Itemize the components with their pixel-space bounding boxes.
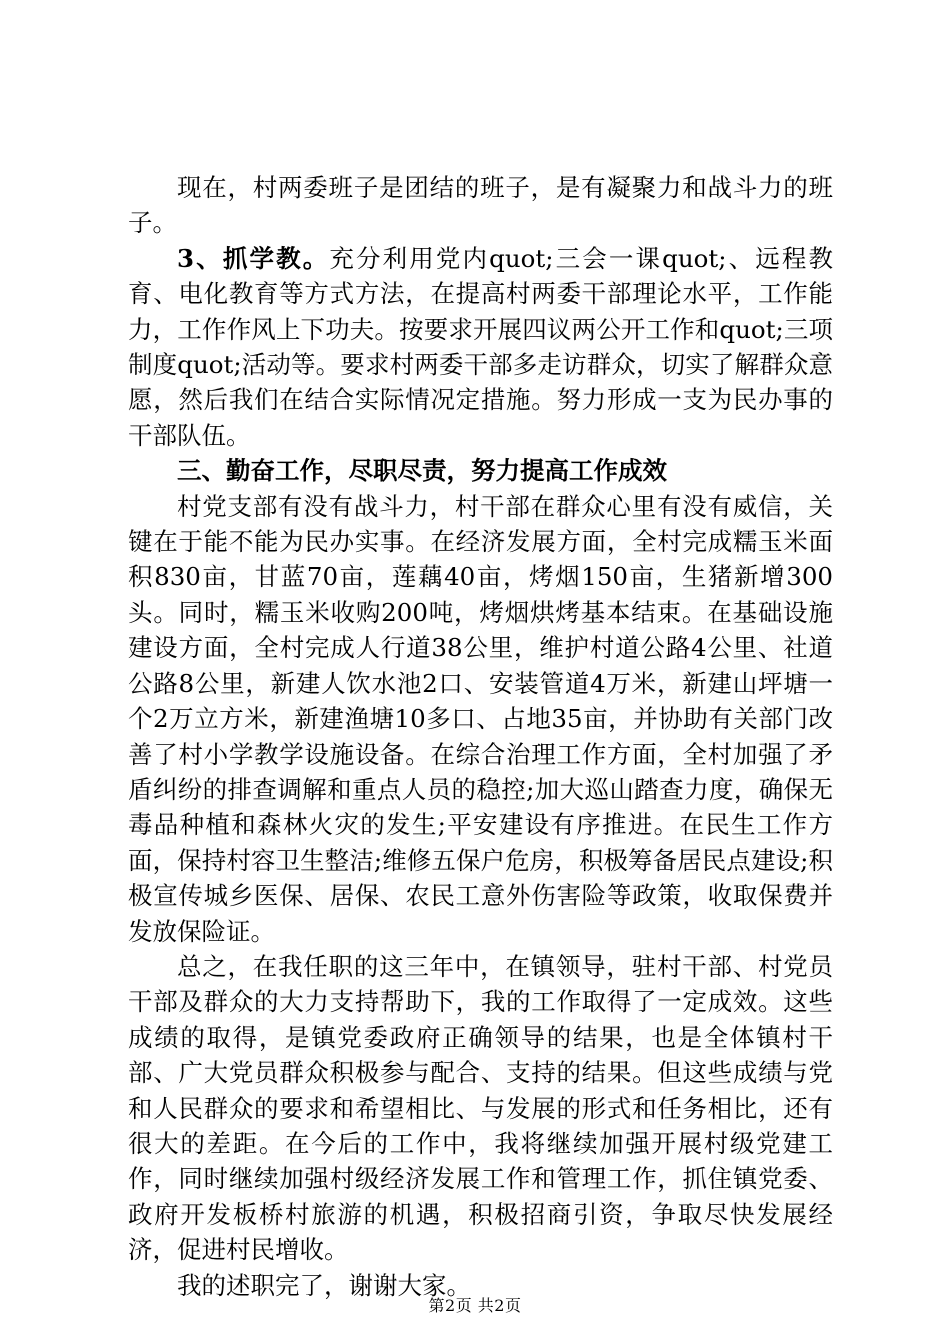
document-body bbox=[128, 170, 833, 1303]
section-heading: 三、勤奋工作，尽职尽责，努力提高工作成效 bbox=[177, 456, 667, 486]
paragraph-summary: 总之，在我任职的这三年中，在镇领导，驻村干部、村党员干部及群众的大力支持帮助下，我的工作取得了一定成效。这些成绩的取得，是镇党委政府正确领导的结果，也是全体镇村干部、广大党员群众积极参与配合、支持的结果。但这些成绩与党和人民群众的要求和希望相比、与发展的形式和任务相比，还有很大的差距。在今后的工作中，我将继续加强开展村级党建工作，同时继续加强村级经济发展工作和管理工作，抓住镇党委、政府开发板桥村旅游的机遇，积极招商引资，争取尽快发展经济，促进村民增收。 bbox=[128, 951, 833, 1265]
paragraph-study bbox=[128, 241, 833, 453]
page-number: 第2页 共2页 bbox=[428, 1296, 522, 1315]
paragraph-closing: 我的述职完了，谢谢大家。 bbox=[177, 1270, 471, 1300]
paragraph-lead: 3、抓学教。 bbox=[177, 243, 330, 273]
paragraph-achievements: 村党支部有没有战斗力，村干部在群众心里有没有威信，关键在于能不能为民办实事。在经济发展方面，全村完成糯玉米面积830亩，甘蓝70亩，莲藕40亩，烤烟150亩，生猪新增300头。同时，糯玉米收购200吨，烤烟烘烤基本结束。在基础设施建设方面，全村完成人行道38公里，维护村道公路4公里、社道公路8公里，新建人饮水池2口、安装管道4万米，新建山坪塘一个2万立方米，新建渔塘10多口、占地35亩，并协助有关部门改善了村小学教学设施设备。在综合治理工作方面，全村加强了矛盾纠纷的排查调解和重点人员的稳控;加大巡山踏查力度，确保无毒品种植和森林火灾的发生;平安建设有序推进。在民生工作方面，保持村容卫生整洁;维修五保户危房，积极筹备居民点建设;积极宣传城乡医保、居保、农民工意外伤害险等政策，收取保费并发放保险证。 bbox=[128, 491, 833, 946]
paragraph-intro bbox=[128, 170, 833, 241]
paragraph-text: 现在，村两委班子是团结的班子，是有凝聚力和战斗力的班子。 bbox=[128, 173, 833, 238]
paragraph-text: 充分利用党内quot;三会一课quot;、远程教育、电化教育等方式方法，在提高村两委干部理论水平，工作能力，工作作风上下功夫。按要求开展四议两公开工作和quot;三项制度quot;活动等。要求村两委干部多走访群众，切实了解群众意愿，然后我们在结合实际情况定措施。努力形成一支为民办事的干部队伍。 bbox=[128, 243, 834, 450]
